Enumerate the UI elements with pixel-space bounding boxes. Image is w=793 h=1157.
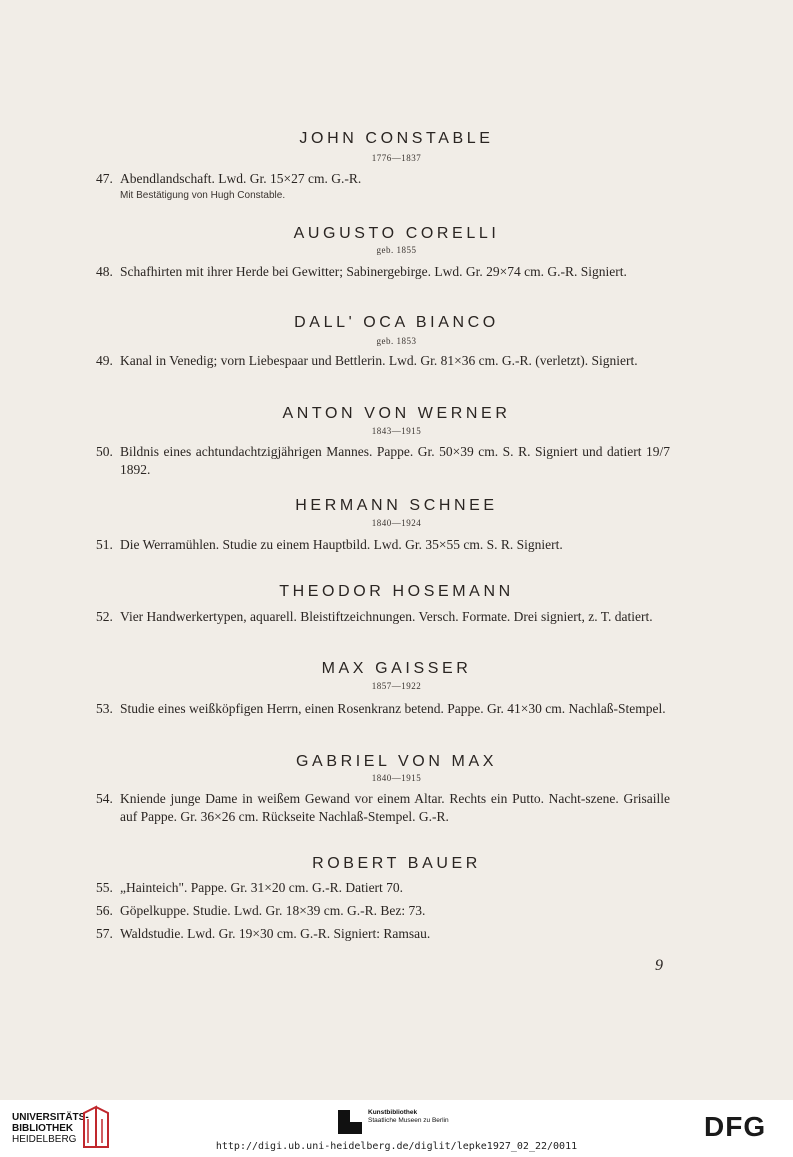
lot-number: 48. xyxy=(96,264,113,279)
artist-dates: 1843—1915 xyxy=(371,426,422,436)
lot-description: Die Werramühlen. Studie zu einem Hauptbild. Lwd. Gr. 35×55 cm. S. R. Signiert. xyxy=(120,537,563,552)
lot-description: Bildnis eines achtundachtzigjährigen Mannes. Pappe. Gr. 50×39 cm. S. R. Signiert und datiert 19/7 1892. xyxy=(120,444,670,477)
lot-description: Waldstudie. Lwd. Gr. 19×30 cm. G.-R. Signiert: Ramsau. xyxy=(120,926,431,941)
lot-entry xyxy=(96,443,670,479)
artist-dates: 1776—1837 xyxy=(371,153,422,163)
lot-number: 54. xyxy=(96,791,113,806)
lot-description: Kanal in Venedig; vorn Liebespaar und Bettlerin. Lwd. Gr. 81×36 cm. G.-R. (verletzt). Signiert. xyxy=(120,353,638,368)
artist-heading: JOHN CONSTABLE xyxy=(299,130,494,147)
lot-entry xyxy=(96,608,670,626)
artist-heading: ROBERT BAUER xyxy=(312,855,481,872)
lot-entry xyxy=(96,700,670,718)
lot-description: Göpelkuppe. Studie. Lwd. Gr. 18×39 cm. G.-R. Bez: 73. xyxy=(120,903,426,918)
lot-number: 55. xyxy=(96,880,113,895)
digitization-footer xyxy=(0,1100,793,1157)
artist-heading: MAX GAISSER xyxy=(321,660,472,677)
lot-entry xyxy=(96,263,670,281)
kunstbibliothek-subtitle: Staatliche Museen zu Berlin xyxy=(368,1117,449,1124)
lot-number: 49. xyxy=(96,353,113,368)
library-name-line: HEIDELBERG xyxy=(12,1134,77,1145)
artist-dates: 1840—1924 xyxy=(371,518,422,528)
lot-entry xyxy=(96,879,670,897)
artist-heading: GABRIEL VON MAX xyxy=(296,753,497,770)
lot-number: 47. xyxy=(96,171,113,186)
lot-description: Abendlandschaft. Lwd. Gr. 15×27 cm. G.-R. xyxy=(120,171,362,186)
artist-heading: DALL' OCA BIANCO xyxy=(294,314,499,331)
artist-heading: ANTON VON WERNER xyxy=(282,405,511,422)
artist-dates: 1857—1922 xyxy=(371,681,422,691)
dfg-logo: DFG xyxy=(704,1111,767,1142)
lot-number: 57. xyxy=(96,926,113,941)
kunstbibliothek-logo-icon xyxy=(338,1110,362,1134)
lot-description: „Hainteich". Pappe. Gr. 31×20 cm. G.-R. Datiert 70. xyxy=(120,880,404,895)
artist-heading: THEODOR HOSEMANN xyxy=(279,583,514,600)
kunstbibliothek-title: Kunstbibliothek xyxy=(368,1109,418,1116)
artist-dates: 1840—1915 xyxy=(371,773,422,783)
lot-number: 50. xyxy=(96,444,113,459)
lot-number: 56. xyxy=(96,903,113,918)
lot-entry xyxy=(96,925,670,943)
artist-dates: geb. 1853 xyxy=(376,336,417,346)
lot-entry xyxy=(96,790,670,826)
lot-entry xyxy=(96,536,670,554)
lot-description: Vier Handwerkertypen, aquarell. Bleistiftzeichnungen. Versch. Formate. Drei signiert, z. T. datiert. xyxy=(120,609,653,624)
lot-entry xyxy=(96,352,670,370)
library-name-line: UNIVERSITÄTS- xyxy=(12,1112,89,1123)
lot-number: 52. xyxy=(96,609,113,624)
lot-note: Mit Bestätigung von Hugh Constable. xyxy=(120,190,286,201)
lot-entry xyxy=(96,902,670,920)
artist-dates: geb. 1855 xyxy=(376,245,417,255)
source-url[interactable]: http://digi.ub.uni-heidelberg.de/diglit/lepke1927_02_22/0011 xyxy=(215,1141,578,1152)
lot-description: Schafhirten mit ihrer Herde bei Gewitter; Sabinergebirge. Lwd. Gr. 29×74 cm. G.-R. Signiert. xyxy=(120,264,627,279)
library-name-line: BIBLIOTHEK xyxy=(12,1123,74,1134)
lot-description: Studie eines weißköpfigen Herrn, einen Rosenkranz betend. Pappe. Gr. 41×30 cm. Nachlaß-Stempel. xyxy=(120,701,666,716)
lot-number: 51. xyxy=(96,537,113,552)
kunstbibliothek-name xyxy=(368,1109,449,1125)
artist-heading: AUGUSTO CORELLI xyxy=(293,225,500,242)
lot-number: 53. xyxy=(96,701,113,716)
page-number: 9 xyxy=(655,957,663,974)
artist-heading: HERMANN SCHNEE xyxy=(295,497,498,514)
lot-entry xyxy=(96,170,670,188)
lot-description: Kniende junge Dame in weißem Gewand vor einem Altar. Rechts ein Putto. Nacht-szene. Grisaille auf Pappe. Gr. 36×26 cm. Rückseite Nachlaß-Stempel. G.-R. xyxy=(120,791,670,824)
